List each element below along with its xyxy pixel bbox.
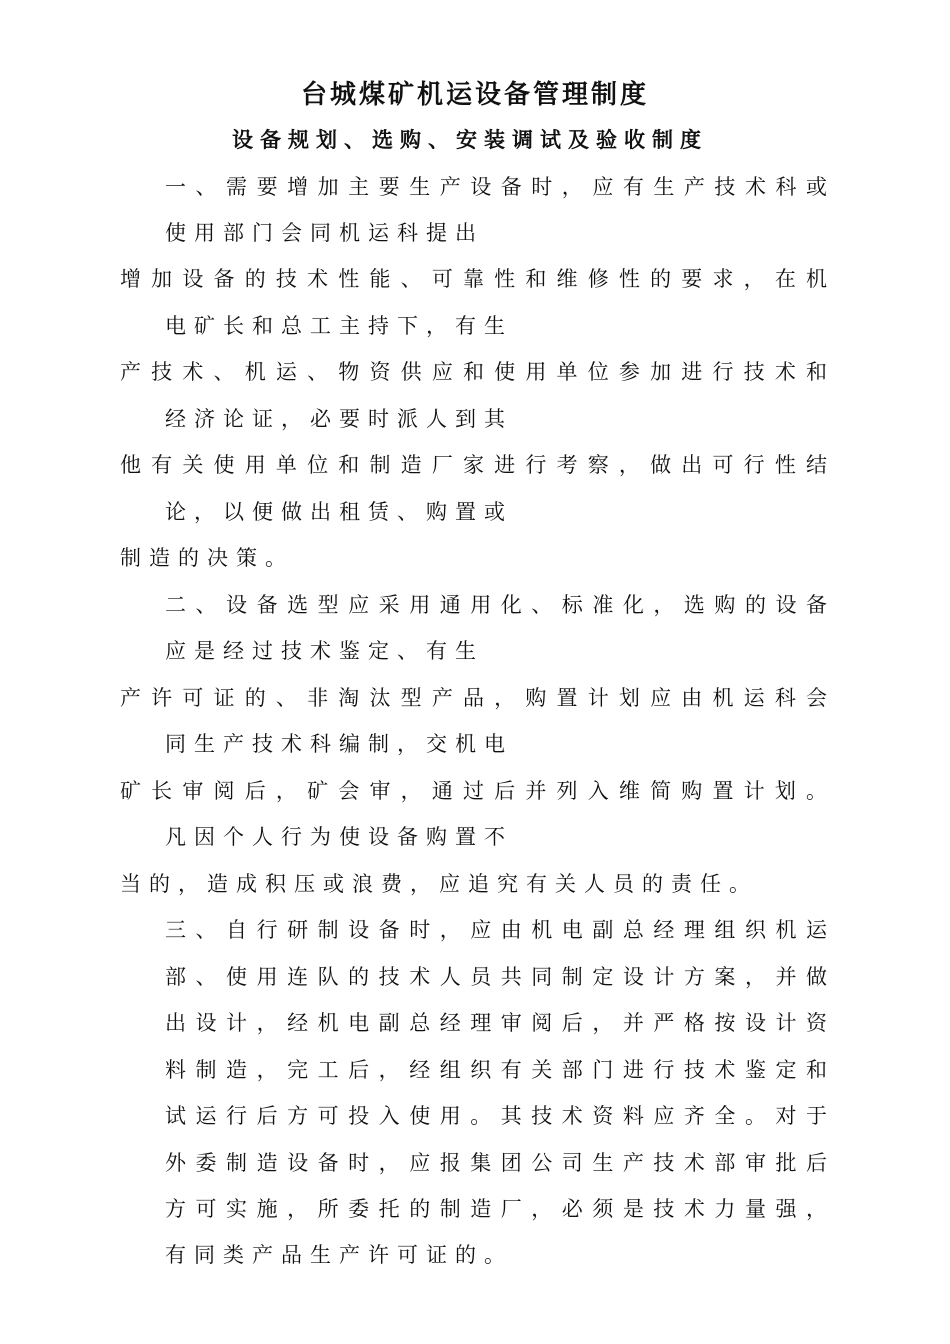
text-line: 当的，造成积压或浪费，应追究有关人员的责任。 <box>120 872 758 896</box>
text-line: 增加设备的技术性能、可靠性和维修性的要求，在机 <box>120 267 827 291</box>
text-line: 二、设备选型应采用通用化、标准化，选购的设备 <box>165 593 827 617</box>
text-line: 论，以便做出租赁、购置或 <box>165 500 513 524</box>
text-line: 一、需要增加主要生产设备时，应有生产技术科或 <box>165 175 827 199</box>
text-line: 试运行后方可投入使用。其技术资料应齐全。对于 <box>165 1104 827 1128</box>
text-line: 部、使用连队的技术人员共同制定设计方案，并做 <box>165 965 827 989</box>
text-line: 矿长审阅后，矿会审，通过后并列入维简购置计划。 <box>120 779 827 803</box>
text-line: 他有关使用单位和制造厂家进行考察，做出可行性结 <box>120 453 827 477</box>
text-line: 外委制造设备时，应报集团公司生产技术部审批后 <box>165 1151 827 1175</box>
text-line: 应是经过技术鉴定、有生 <box>165 639 484 663</box>
text-line: 出设计，经机电副总经理审阅后，并严格按设计资 <box>165 1011 827 1035</box>
document-subtitle: 设备规划、选购、安装调试及验收制度 <box>232 128 708 152</box>
text-line: 三、自行研制设备时，应由机电副总经理组织机运 <box>165 918 827 942</box>
text-line: 同生产技术科编制，交机电 <box>165 732 513 756</box>
text-line: 制造的决策。 <box>120 546 294 570</box>
text-line: 产许可证的、非淘汰型产品，购置计划应由机运科会 <box>120 686 827 710</box>
text-line: 料制造，完工后，经组织有关部门进行技术鉴定和 <box>165 1058 827 1082</box>
text-line: 有同类产品生产许可证的。 <box>165 1243 513 1267</box>
text-line: 方可实施，所委托的制造厂，必须是技术力量强， <box>165 1197 827 1221</box>
text-line: 使用部门会同机运科提出 <box>165 221 484 245</box>
text-line: 产技术、机运、物资供应和使用单位参加进行技术和 <box>120 360 827 384</box>
text-line: 凡因个人行为使设备购置不 <box>165 825 513 849</box>
text-line: 经济论证，必要时派人到其 <box>165 407 513 431</box>
document-title: 台城煤矿机运设备管理制度 <box>300 80 649 110</box>
text-line: 电矿长和总工主持下，有生 <box>165 314 513 338</box>
